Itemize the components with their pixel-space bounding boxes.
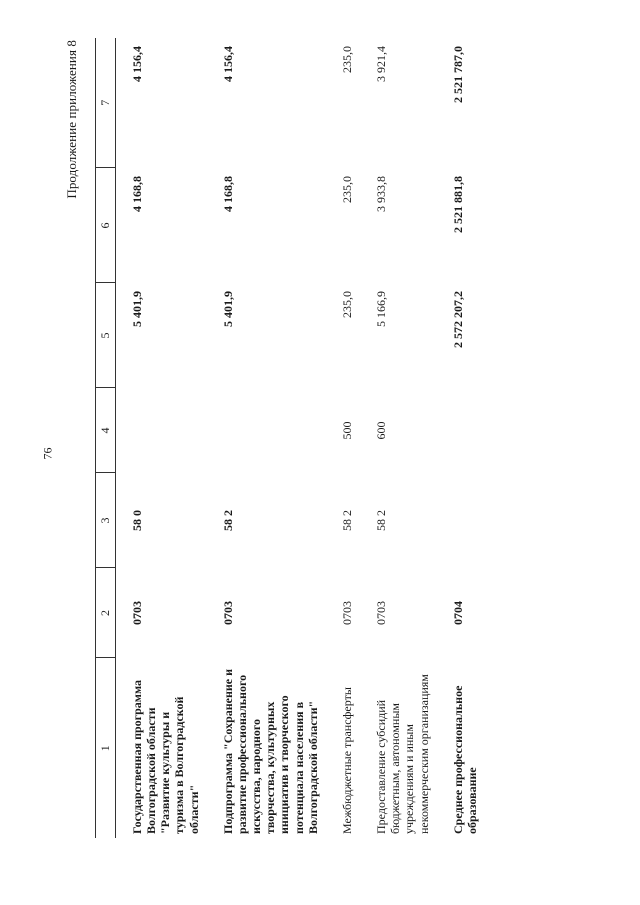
row-value-6: 4 168,8 <box>220 176 235 212</box>
row-section: 0703 <box>339 601 354 625</box>
row-target: 58 2 <box>374 510 389 531</box>
row-value-7: 4 156,4 <box>220 46 235 82</box>
header-col-6: 6 <box>96 168 116 283</box>
table-row <box>360 38 437 838</box>
row-expense: 600 <box>374 421 389 440</box>
row-value-7: 4 156,4 <box>130 46 144 82</box>
table-row <box>116 38 207 838</box>
row-expense: 500 <box>339 421 354 440</box>
row-expense <box>207 388 326 473</box>
row-expense <box>437 388 485 473</box>
header-col-7: 7 <box>96 38 116 168</box>
row-value-6: 235,0 <box>339 176 354 203</box>
header-col-2: 2 <box>96 568 116 658</box>
row-name: Подпрограмма "Сохранение и развитие профессионального искусства, народного творчества, культурных инициатив и творческого потенциала населения в Волгоградской области" <box>220 668 320 834</box>
row-value-6: 3 933,8 <box>374 176 389 212</box>
row-value-5: 235,0 <box>339 291 354 318</box>
table-row <box>326 38 360 838</box>
row-section: 0703 <box>130 601 144 625</box>
row-value-5: 5 166,9 <box>374 291 389 327</box>
header-col-5: 5 <box>96 283 116 388</box>
row-name: Среднее профессиональное образование <box>450 685 479 834</box>
row-section: 0703 <box>374 601 389 625</box>
row-target <box>437 473 485 568</box>
header-col-3: 3 <box>96 473 116 568</box>
row-target: 58 0 <box>130 510 144 531</box>
table-header <box>96 38 116 838</box>
table-row <box>437 38 485 838</box>
header-col-4: 4 <box>96 388 116 473</box>
row-value-7: 2 521 787,0 <box>450 46 465 103</box>
row-value-5: 5 401,9 <box>220 291 235 327</box>
row-expense <box>116 388 207 473</box>
row-name: Межбюджетные трансферты <box>339 687 354 834</box>
row-name: Государственная программа Волгоградской области "Развитие культуры и туризма в Волгоградской области" <box>130 679 201 834</box>
table-row <box>207 38 326 838</box>
row-target: 58 2 <box>220 510 235 531</box>
table-body <box>116 38 485 838</box>
continuation-label: Продолжение приложения 8 <box>64 40 79 199</box>
header-row <box>96 38 116 838</box>
row-name: Предоставление субсидий бюджетным, автономным учреждениям и иным некоммерческим организациям <box>374 674 431 834</box>
row-value-6: 4 168,8 <box>130 176 144 212</box>
page-number: 76 <box>40 447 55 460</box>
row-section: 0704 <box>450 601 465 625</box>
row-section: 0703 <box>220 601 235 625</box>
row-value-7: 235,0 <box>339 46 354 73</box>
row-target: 58 2 <box>339 510 354 531</box>
row-value-7: 3 921,4 <box>374 46 389 82</box>
row-value-6: 2 521 881,8 <box>450 176 465 233</box>
row-value-5: 5 401,9 <box>130 291 144 327</box>
budget-table <box>95 38 485 838</box>
header-col-1: 1 <box>96 658 116 838</box>
row-value-5: 2 572 207,2 <box>450 291 465 348</box>
